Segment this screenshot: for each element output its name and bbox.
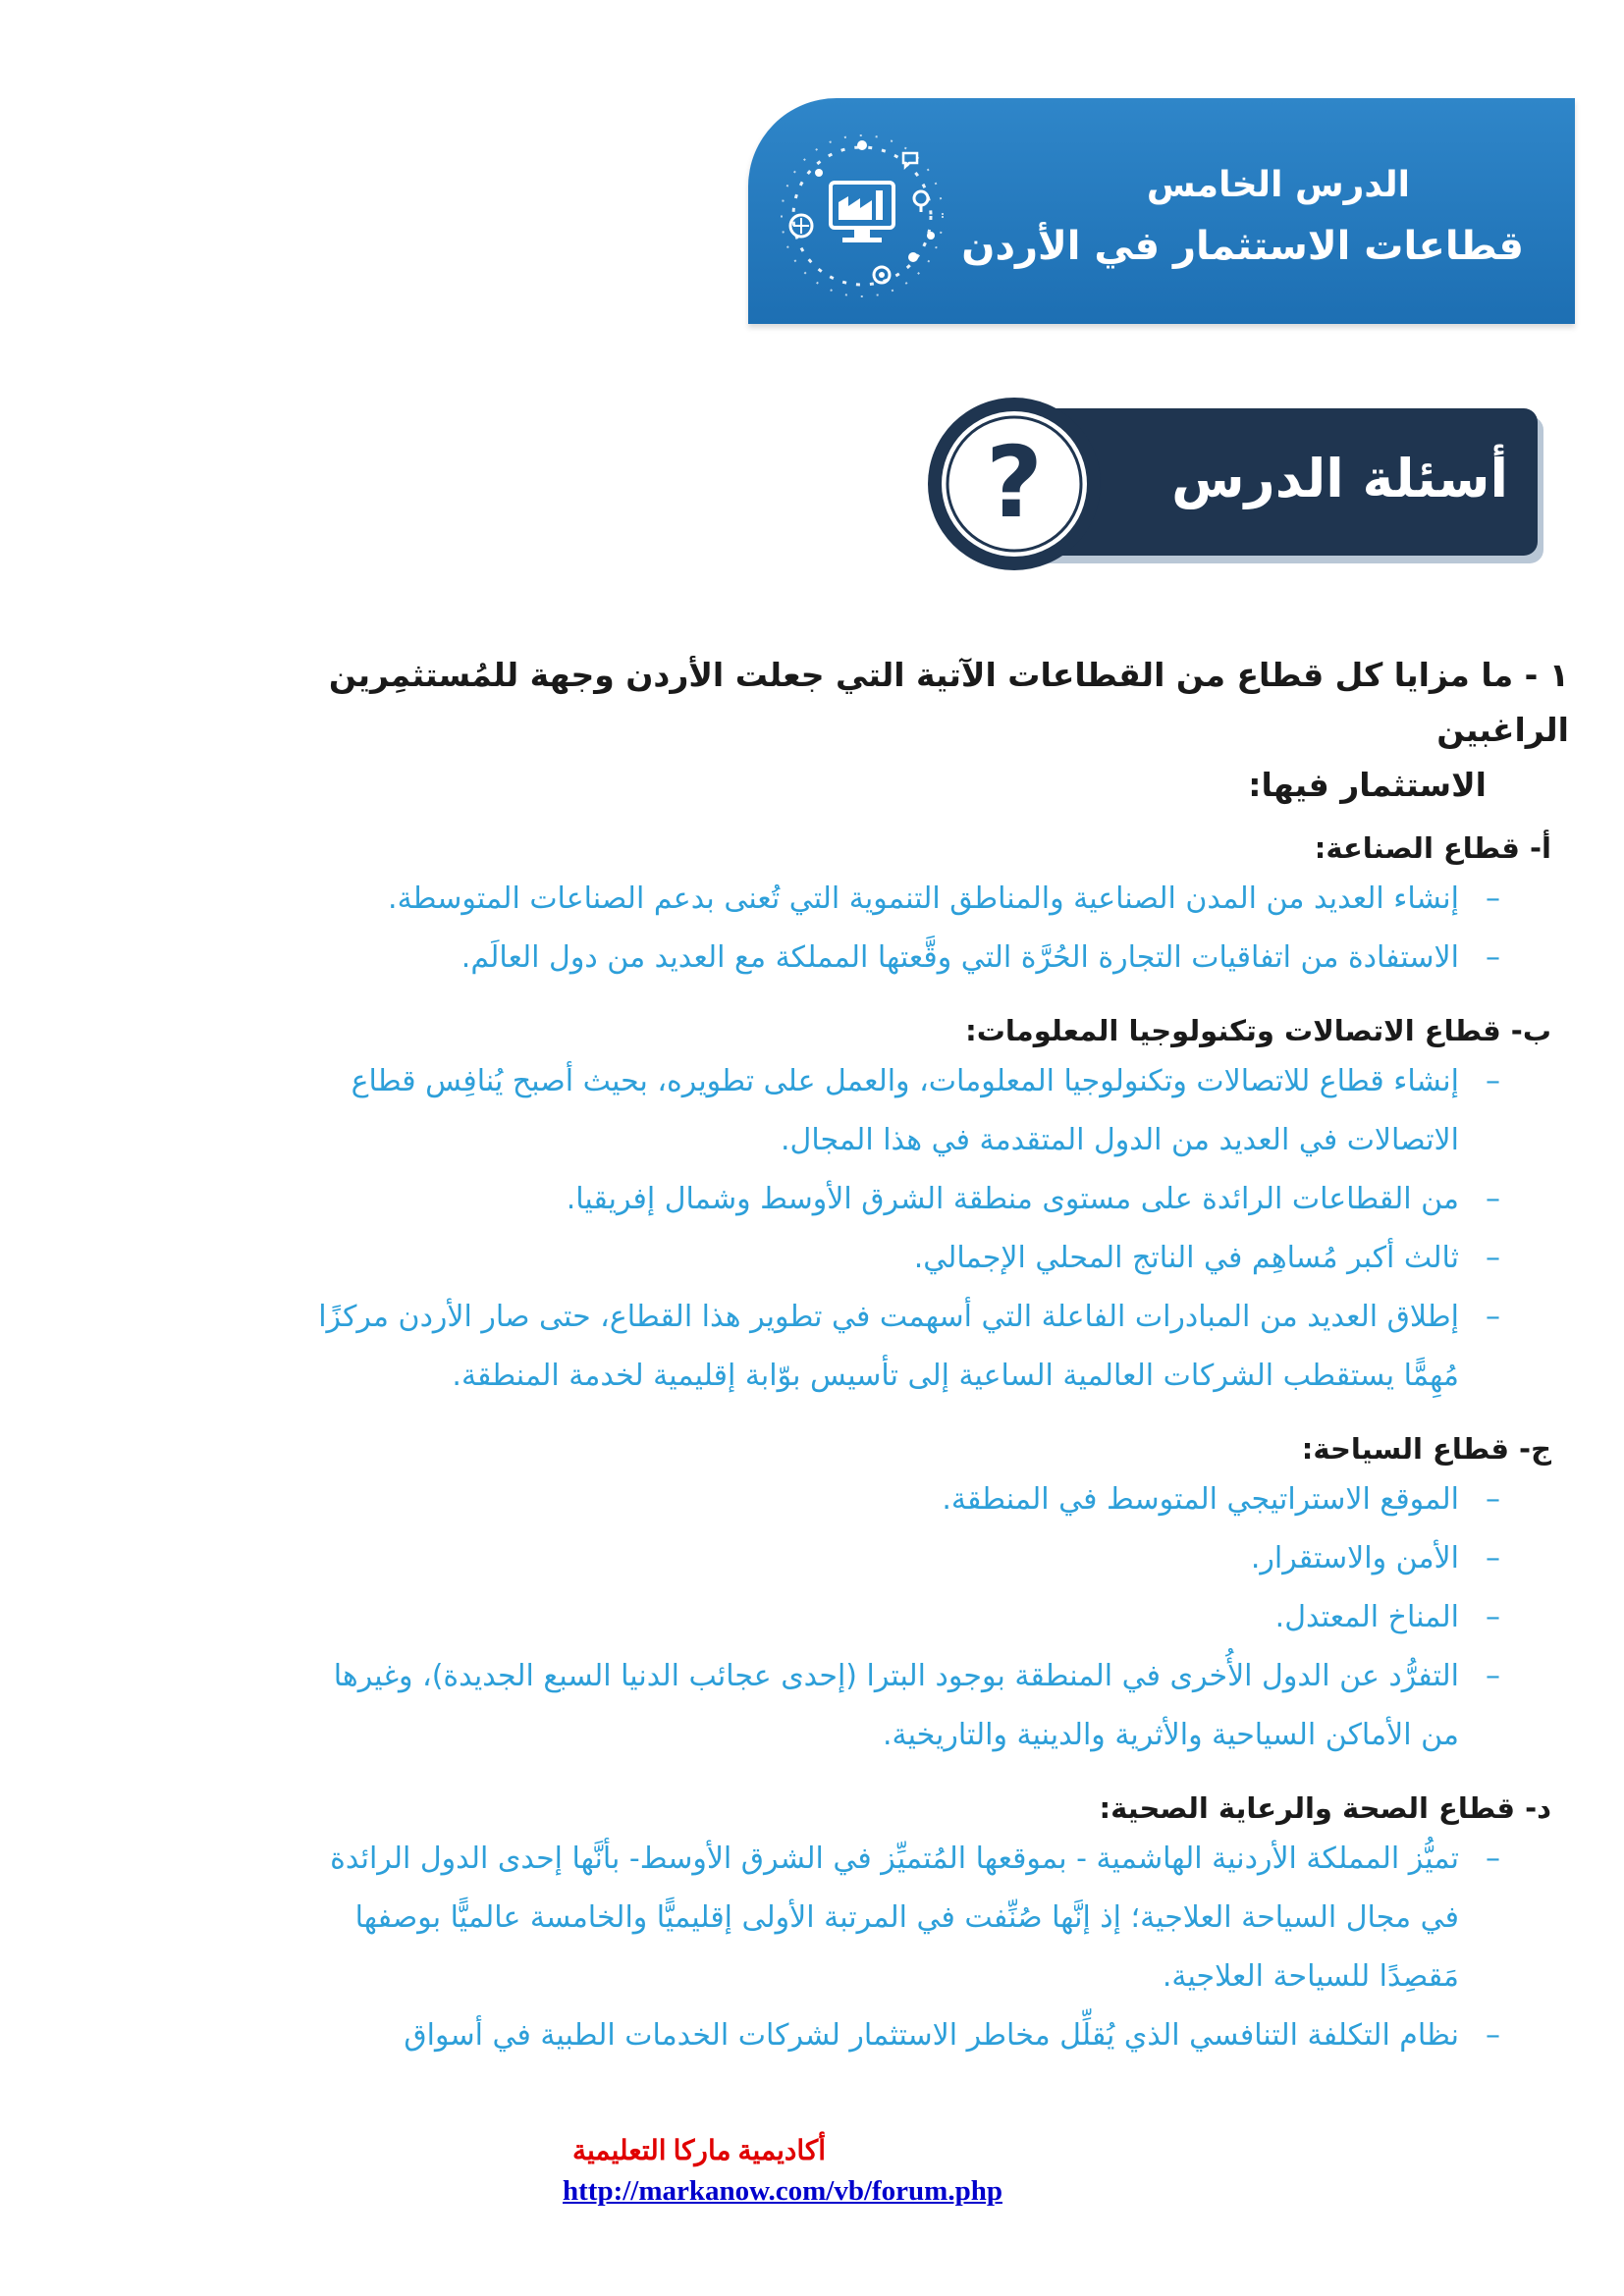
list-item: – تميُّز المملكة الأردنية الهاشمية - بموقعها المُتميِّز في الشرق الأوسط- بأنَّها إحدى الدول الرائدة في مجال السياحة العلاجية؛ إذ إنَّها صُنِّفت في المرتبة الأولى إقليميًّا والخامسة عالميًّا بوصفها مَقصِدًا للسياحة العلاجية. <box>214 1830 1569 2006</box>
lesson-label: الدرس الخامس <box>1146 165 1410 205</box>
list-item: – من القطاعات الرائدة على مستوى منطقة الشرق الأوسط وشمال إفريقيا. <box>214 1170 1569 1229</box>
section-heading-industry: أ- قطاع الصناعة: <box>1314 831 1551 865</box>
list-item: – المناخ المعتدل. <box>214 1588 1569 1647</box>
lesson-title: قطاعات الاستثمار في الأردن <box>961 224 1524 269</box>
list-item: – الموقع الاستراتيجي المتوسط في المنطقة. <box>214 1470 1569 1529</box>
list-item: – إنشاء قطاع للاتصالات وتكنولوجيا المعلومات، والعمل على تطويره، بحيث أصبح يُنافِس قطاع الاتصالات في العديد من الدول المتقدمة في هذا المجال. <box>214 1052 1569 1170</box>
list-item: – نظام التكلفة التنافسي الذي يُقلِّل مخاطر الاستثمار لشركات الخدمات الطبية في أسواق <box>214 2006 1569 2065</box>
questions-badge-label: أسئلة الدرس <box>1171 448 1508 509</box>
question-mark-icon <box>921 391 1108 577</box>
question-1-line2: الاستثمار فيها: <box>1248 766 1487 804</box>
section-heading-ict: ب- قطاع الاتصالات وتكنولوجيا المعلومات: <box>965 1014 1551 1047</box>
section-items-health <box>214 1830 1569 2065</box>
list-item: – إطلاق العديد من المبادرات الفاعلة التي أسهمت في تطوير هذا القطاع، حتى صار الأردن مركزًا مُهِمًّا يستقطب الشركات العالمية الساعية إلى تأسيس بوّابة إقليمية لخدمة المنطقة. <box>214 1288 1569 1406</box>
lesson-questions-badge <box>921 391 1549 577</box>
list-item: – الاستفادة من اتفاقيات التجارة الحُرَّة التي وقَّعتها المملكة مع العديد من دول العالَم. <box>214 929 1569 988</box>
section-items-industry <box>214 870 1569 988</box>
question-1-line1: ١ - ما مزايا كل قطاع من القطاعات الآتية التي جعلت الأردن وجهة للمُستثمِرين الراغبين <box>328 656 1569 749</box>
investment-network-icon <box>774 130 950 302</box>
lesson-questions-content <box>214 648 1569 2065</box>
question-1 <box>214 648 1569 813</box>
section-heading-health: د- قطاع الصحة والرعاية الصحية: <box>1099 1791 1551 1825</box>
list-item: – ثالث أكبر مُساهِم في الناتج المحلي الإجمالي. <box>214 1229 1569 1288</box>
list-item: – الأمن والاستقرار. <box>214 1529 1569 1588</box>
list-item: – إنشاء العديد من المدن الصناعية والمناطق التنموية التي تُعنى بدعم الصناعات المتوسطة. <box>214 870 1569 929</box>
section-items-ict <box>214 1052 1569 1406</box>
section-items-tourism <box>214 1470 1569 1765</box>
section-heading-tourism: ج- قطاع السياحة: <box>1301 1432 1551 1466</box>
footer-academy-name: أكاديمية ماركا التعليمية <box>571 2136 827 2166</box>
svg-text:?: ? <box>985 425 1044 540</box>
lesson-banner <box>748 98 1575 324</box>
page-footer <box>0 2132 1624 2211</box>
footer-forum-link[interactable]: http://markanow.com/vb/forum.php <box>563 2175 1002 2207</box>
list-item: – التفرُّد عن الدول الأُخرى في المنطقة بوجود البترا (إحدى عجائب الدنيا السبع الجديدة)، وغيرها من الأماكن السياحية والأثرية والدينية والتاريخية. <box>214 1647 1569 1765</box>
